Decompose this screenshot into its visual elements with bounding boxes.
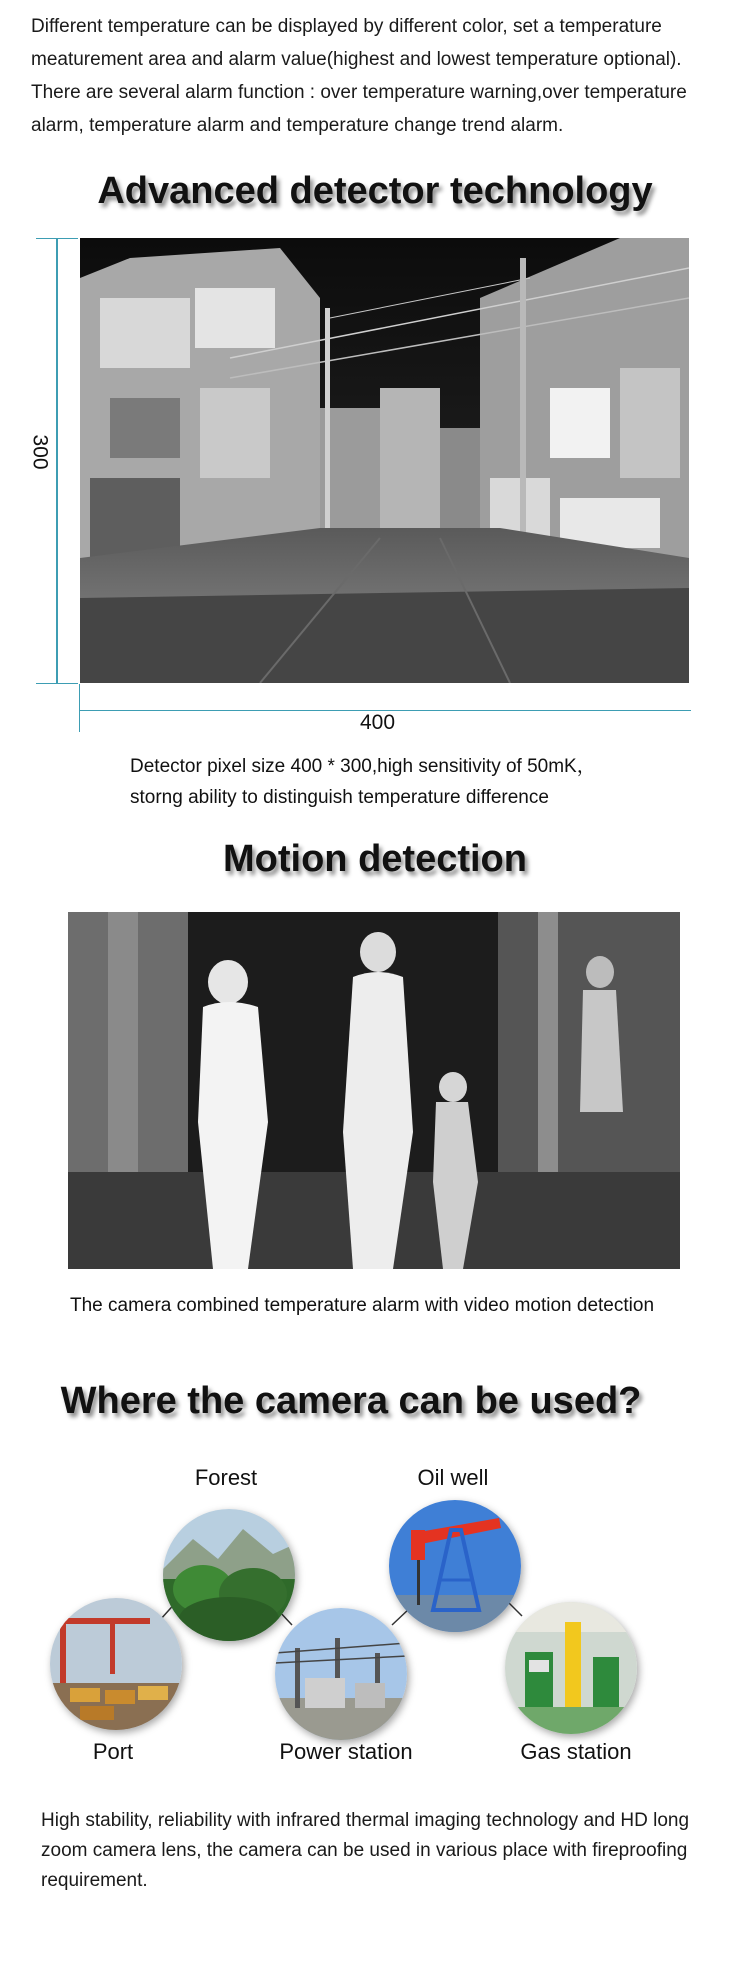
place-label-gas-station: Gas station	[520, 1739, 632, 1764]
thermal-people-scene	[68, 912, 680, 1269]
usage-heading: Where the camera can be used?	[60, 1380, 642, 1422]
motion-heading: Motion detection	[223, 838, 527, 880]
place-label-power-station: Power station	[279, 1739, 413, 1764]
place-label-oil-well: Oil well	[417, 1465, 489, 1490]
power-station-illustration	[275, 1608, 407, 1740]
detector-caption-line-1: Detector pixel size 400 * 300,high sensitivity of 50mK，	[130, 756, 596, 777]
detector-caption-line-2: storng ability to distinguish temperature difference	[130, 787, 549, 808]
width-dimension-left-tick	[79, 684, 80, 732]
forest-photo	[163, 1509, 295, 1641]
usage-description: High stability, reliability with infrared thermal imaging technology and HD long zoom camera lens, the camera can be used in various place with fireproofing requirement.	[41, 1810, 690, 1891]
height-dimension-label: 300	[28, 434, 52, 470]
thermal-people-image	[68, 912, 680, 1269]
place-label-port: Port	[92, 1739, 134, 1764]
detector-heading: Advanced detector technology	[97, 170, 653, 212]
height-dimension-bottom-tick	[36, 683, 78, 684]
width-dimension-label: 400	[360, 711, 396, 734]
place-label-forest: Forest	[194, 1465, 258, 1490]
port-crane-illustration	[50, 1598, 182, 1730]
gas-station-photo	[505, 1602, 637, 1734]
height-dimension-top-tick	[36, 238, 78, 239]
height-dimension-line	[56, 238, 58, 684]
thermal-street-scene	[80, 238, 689, 683]
intro-paragraph: Different temperature can be displayed by different color, set a temperature meaturement area and alarm value(highest and lowest temperature optional). There are several alarm function : over temperature warning,over temperature alarm, temperature alarm and temperature change trend alarm.	[31, 16, 687, 136]
oil-pump-illustration	[389, 1500, 521, 1632]
forest-illustration	[163, 1509, 295, 1641]
thermal-street-image	[80, 238, 689, 683]
power-station-photo	[275, 1608, 407, 1740]
gas-station-illustration	[505, 1602, 637, 1734]
oil-well-photo	[389, 1500, 521, 1632]
motion-caption: The camera combined temperature alarm with video motion detection	[70, 1295, 655, 1316]
port-photo	[50, 1598, 182, 1730]
